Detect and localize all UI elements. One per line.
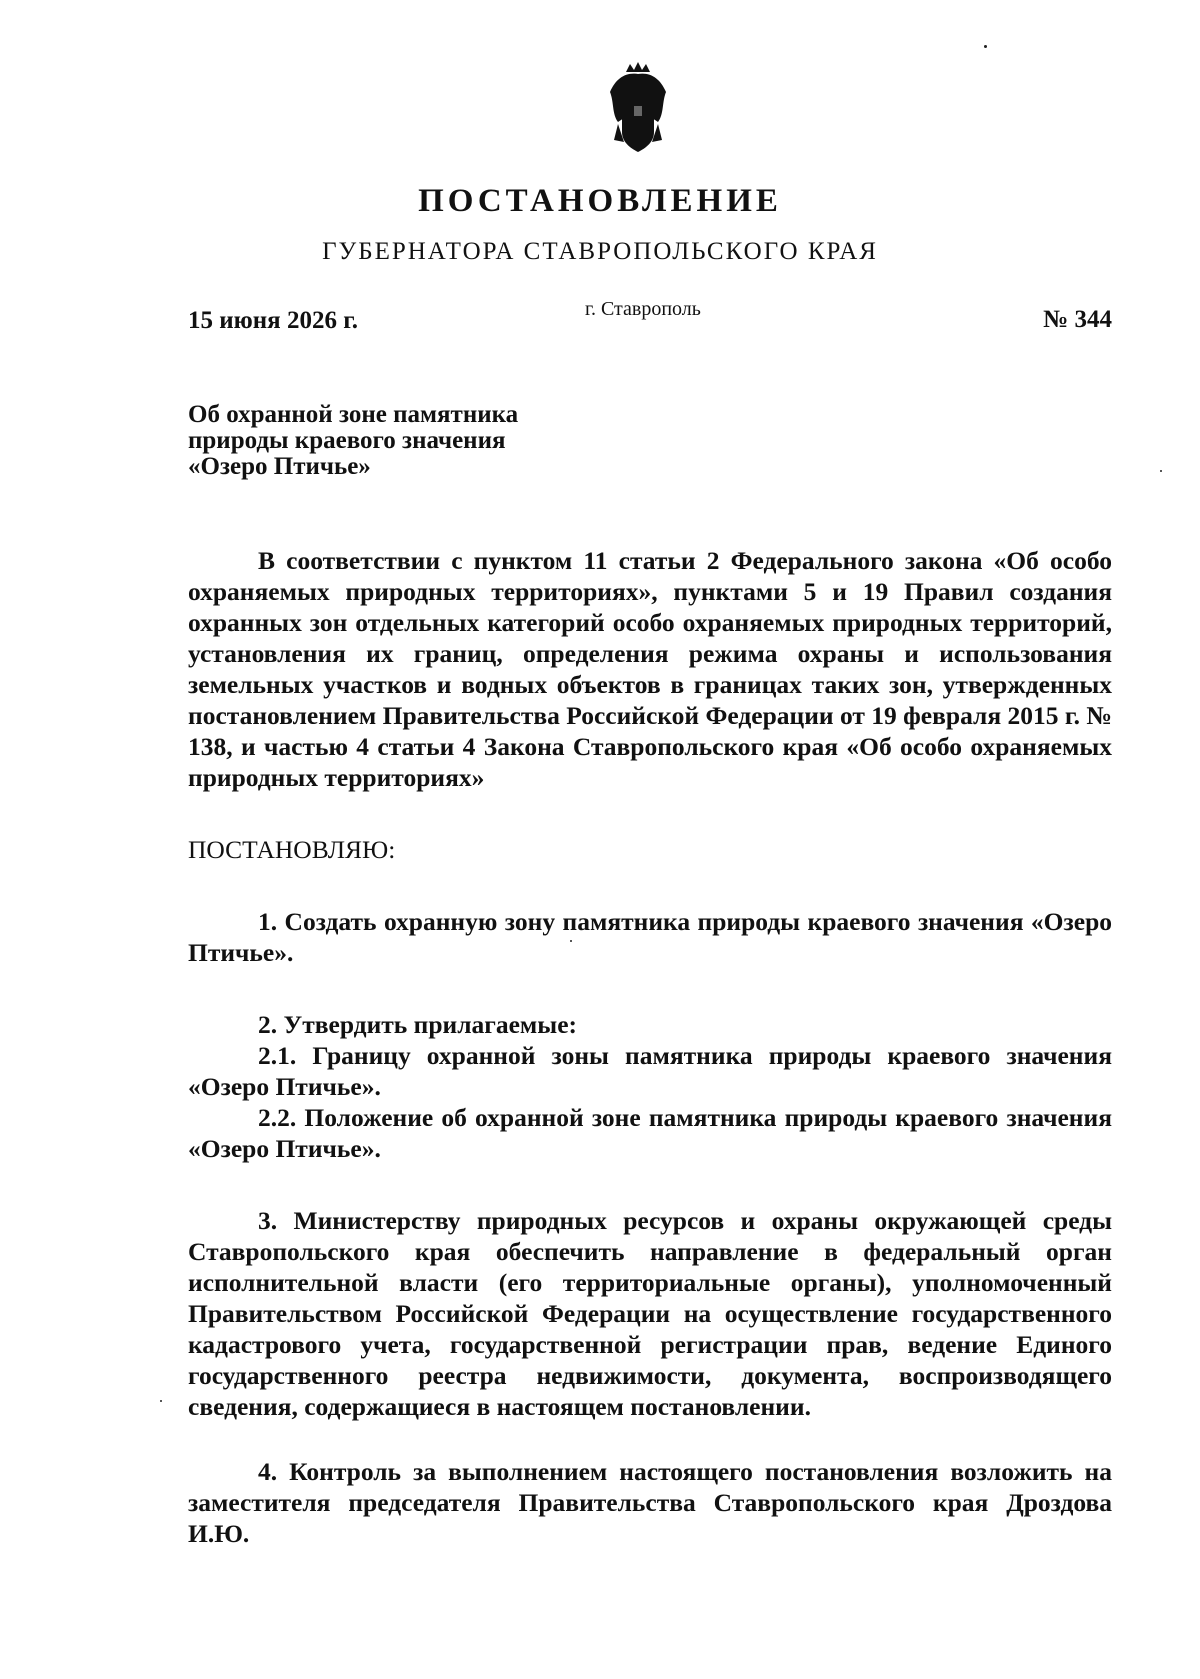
document-subject <box>188 402 518 480</box>
resolve-heading: ПОСТАНОВЛЯЮ: <box>188 835 396 864</box>
item-4: 4. Контроль за выполнением настоящего постановления возложить на заместителя председателя Правительства Ставропольского края Дроздова И.Ю. <box>188 1457 1112 1548</box>
document-number: № 344 <box>1043 306 1112 333</box>
item-2-1: 2.1. Границу охранной зоны памятника природы краевого значения «Озеро Птичье». <box>188 1041 1112 1101</box>
document-city: г. Ставрополь <box>585 298 701 320</box>
document-body <box>188 545 1112 1549</box>
document-date: 15 июня 2026 г. <box>188 307 358 334</box>
subject-line: «Озеро Птичье» <box>188 453 371 480</box>
subject-line: природы краевого значения <box>188 427 506 454</box>
scan-speck <box>1160 470 1162 472</box>
coat-of-arms-emblem <box>608 62 668 154</box>
preamble-paragraph: В соответствии с пунктом 11 статьи 2 Федерального закона «Об особо охраняемых природных территориях», пунктами 5 и 19 Правил создания охранных зон отдельных категорий особо охраняемых природных территорий, установления их границ, определения режима охраны и использования земельных участков и водных объектов в границах таких зон, утвержденных постановлением Правительства Российской Федерации от 19 февраля 2015 г. № 138, и частью 4 статьи 4 Закона Ставропольского края «Об особо охраняемых природных территориях» <box>188 546 1112 792</box>
document-title: ПОСТАНОВЛЕНИЕ <box>418 183 782 219</box>
issuing-authority: ГУБЕРНАТОРА СТАВРОПОЛЬСКОГО КРАЯ <box>322 238 878 265</box>
item-2-2: 2.2. Положение об охранной зоне памятника природы краевого значения «Озеро Птичье». <box>188 1103 1112 1163</box>
subject-line: Об охранной зоне памятника <box>188 401 519 428</box>
scan-speck <box>984 45 987 48</box>
item-1: 1. Создать охранную зону памятника природы краевого значения «Озеро Птичье». <box>188 907 1112 967</box>
scan-speck <box>570 940 572 942</box>
item-2: 2. Утвердить прилагаемые: <box>258 1010 578 1039</box>
scan-speck <box>160 1400 162 1402</box>
item-3: 3. Министерству природных ресурсов и охраны окружающей среды Ставропольского края обеспечить направление в федеральный орган исполнительной власти (его территориальные органы), уполномоченный Правительством Российской Федерации на осуществление государственного кадастрового учета, государственной регистрации прав, ведение Единого государственного реестра недвижимости, документа, воспроизводящего сведения, содержащиеся в настоящем постановлении. <box>188 1206 1112 1421</box>
